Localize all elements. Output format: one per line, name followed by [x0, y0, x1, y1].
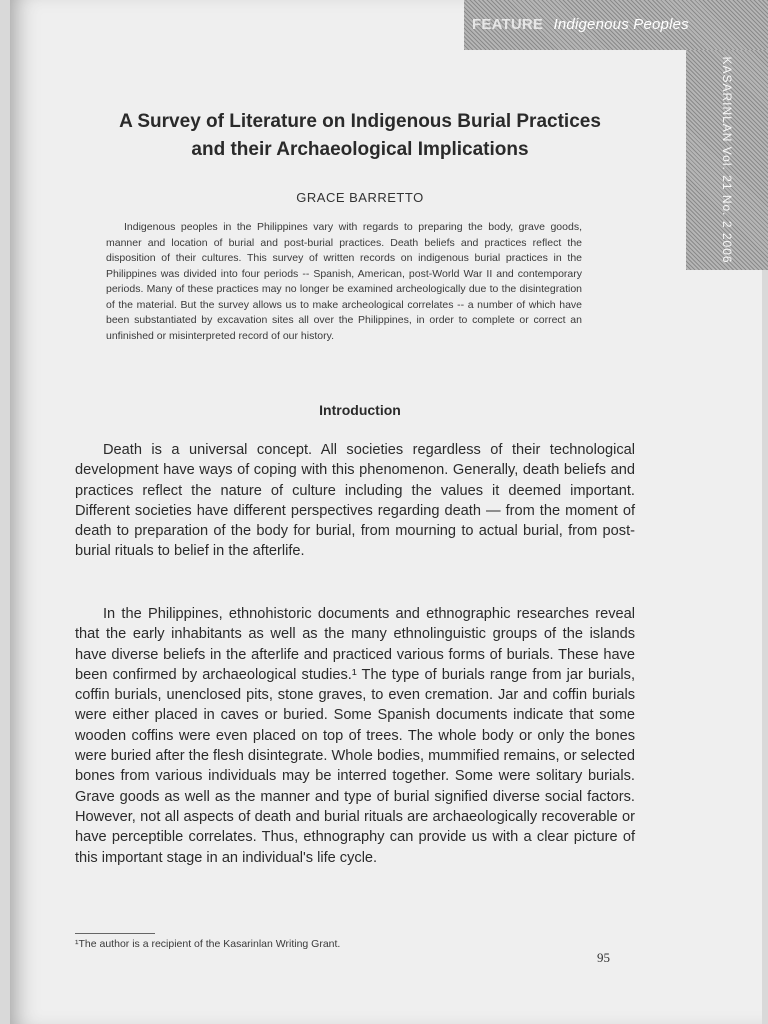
article-author: GRACE BARRETTO	[296, 190, 424, 205]
footnote: ¹The author is a recipient of the Kasarinlan Writing Grant.	[75, 938, 341, 950]
section-heading-introduction: Introduction	[319, 402, 401, 418]
journal-issue-label: KASARINLAN Vol. 21 No. 2 2006	[720, 56, 734, 264]
body-paragraph-1: Death is a universal concept. All societies regardless of their technological development have ways of coping with this phenomenon. Generally, death beliefs and practices reflect the nature of culture including the values it deemed important. Different societies have different perspectives regarding death — from the moment of death to preparation of the body for burial, from mourning to actual burial, from post-burial rituals to belief in the afterlife.	[75, 442, 635, 560]
body-paragraph-2: In the Philippines, ethnohistoric documents and ethnographic researches reveal that the early inhabitants as well as the many ethnolinguistic groups of the islands have diverse beliefs in the afterlife and practiced various forms of burials. These have been confirmed by archaeological studies.¹ The type of burials range from jar burials, coffin burials, unenclosed pits, stone graves, to even cremation. Jar and coffin burials were either placed in caves or buried. Some Spanish documents indicate that some wooden coffins were even placed on top of trees. The whole body or only the bones were buried after the flesh disintegrate. Whole bodies, mummified remains, or selected bones from various individuals may be interred together. Some were solitary burials. Grave goods as well as the manner and type of burial signified diverse social factors. However, not all aspects of death and burial rituals are archaeologically recoverable or have perceptible correlates. Thus, ethnography can provide us with a clear picture of this important stage in an individual's life cycle.	[75, 606, 635, 866]
feature-topic: Indigenous Peoples	[553, 16, 689, 33]
footnote-divider	[75, 933, 155, 934]
article-abstract: Indigenous peoples in the Philippines vary with regards to preparing the body, grave goods, manner and location of burial and post-burial practices. Death beliefs and practices reflect the disposition of their cultures. This survey of written records on indigenous burial practices in the Philippines was divided into four periods -- Spanish, American, post-World War II and contemporary periods. Many of these practices may no longer be examined archeologically due to the disintegration of the material. But the survey allows us to make archeological correlates -- a number of which have been substantiated by excavation sites all over the Philippines, in order to complete or correct an unfinished or misinterpreted record of our history.	[106, 221, 582, 342]
feature-label: FEATURE	[472, 16, 544, 33]
journal-side-tab	[686, 50, 768, 270]
page-number: 95	[597, 950, 610, 965]
article-title: A Survey of Literature on Indigenous Burial Practices and their Archaeological Implications	[119, 111, 601, 160]
feature-banner	[464, 0, 768, 50]
